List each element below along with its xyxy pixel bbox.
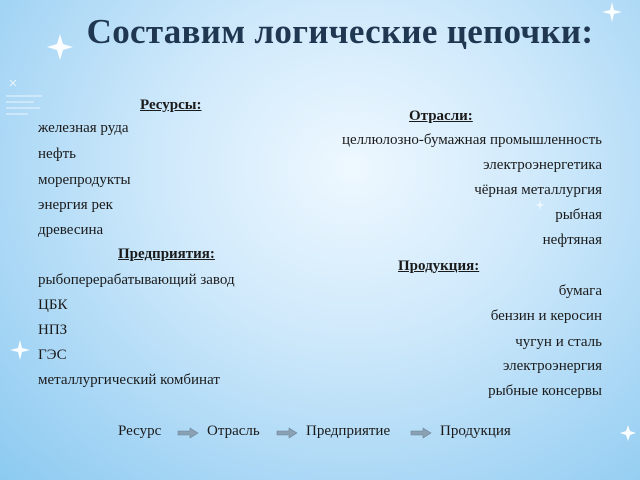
chain-step-industry: Отрасль <box>207 423 260 439</box>
enterprise-item: ЦБК <box>38 297 68 313</box>
arrow-right-icon <box>276 427 298 439</box>
product-item: чугун и сталь <box>515 334 602 350</box>
enterprise-item: НПЗ <box>38 322 68 338</box>
resources-heading: Ресурсы: <box>140 97 202 113</box>
industry-item: чёрная металлургия <box>474 182 602 198</box>
resource-item: древесина <box>38 222 104 238</box>
enterprise-item: рыбоперерабатывающий завод <box>38 272 235 288</box>
resource-item: морепродукты <box>38 172 131 188</box>
industry-item: целлюлозно-бумажная промышленность <box>341 132 602 148</box>
resource-item: железная руда <box>38 120 129 136</box>
product-item: бумага <box>558 283 602 299</box>
resource-item: энергия рек <box>38 197 113 213</box>
product-item: рыбные консервы <box>488 383 602 399</box>
enterprise-item: ГЭС <box>38 347 67 363</box>
enterprises-heading: Предприятия: <box>118 246 215 262</box>
product-item: бензин и керосин <box>490 308 602 324</box>
industry-item: электроэнергетика <box>483 157 602 173</box>
product-item: электроэнергия <box>502 358 602 374</box>
resource-item: нефть <box>38 146 76 162</box>
industry-item: рыбная <box>555 207 602 223</box>
industries-heading: Отрасли: <box>409 108 473 124</box>
industry-item: нефтяная <box>542 232 602 248</box>
enterprise-item: металлургический комбинат <box>38 372 220 388</box>
slide-title: Составим логические цепочки: <box>86 12 594 51</box>
chain-step-resource: Ресурс <box>118 423 162 439</box>
arrow-right-icon <box>410 427 432 439</box>
arrow-right-icon <box>177 427 199 439</box>
chain-step-product: Продукция <box>440 423 511 439</box>
products-heading: Продукция: <box>398 258 480 274</box>
chain-step-enterprise: Предприятие <box>306 423 391 439</box>
